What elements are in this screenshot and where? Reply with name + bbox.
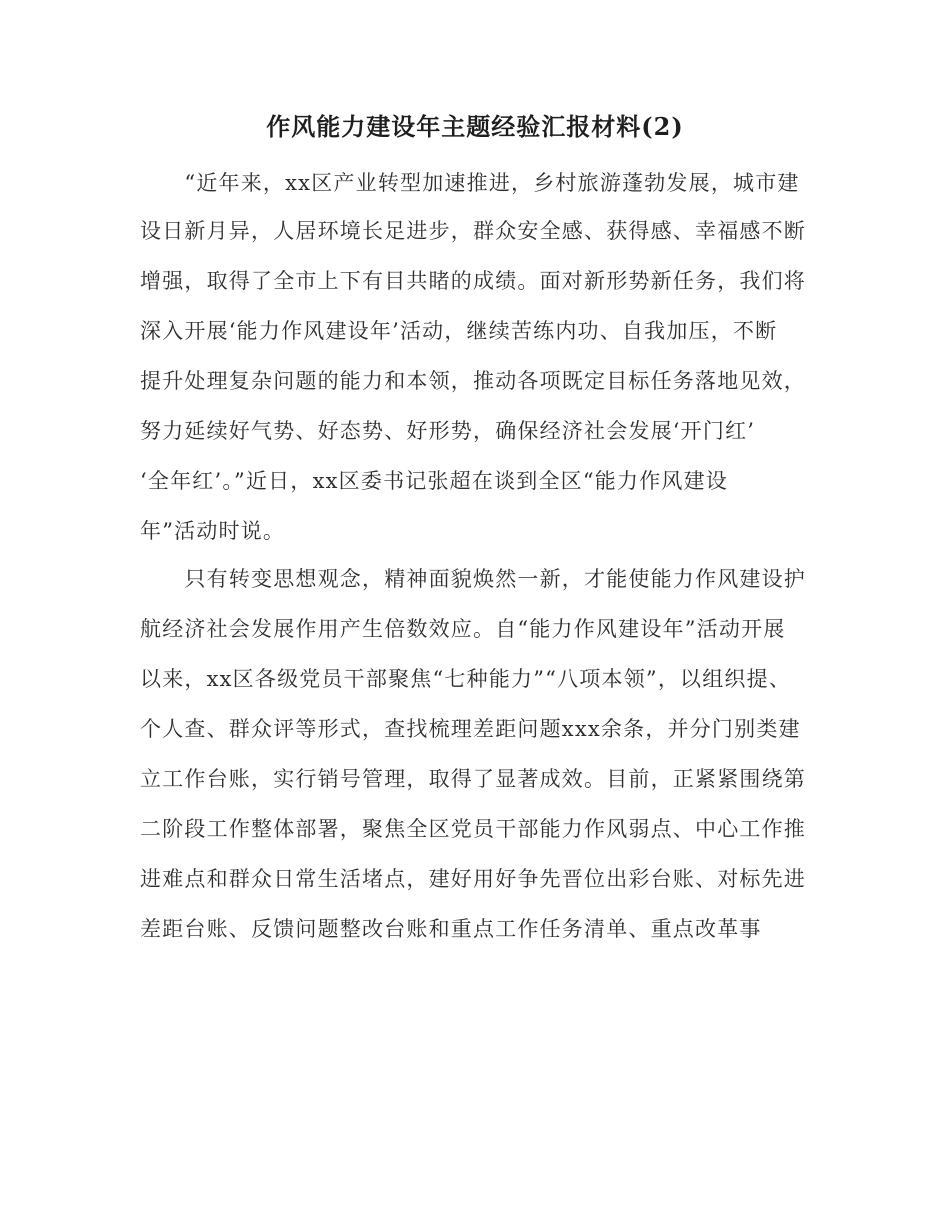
text-line-11: 以来，xx区各级党员干部聚焦“七种能力”“八项本领”，以组织提、 <box>140 667 792 691</box>
text-line-13: 立工作台账，实行销号管理，取得了显著成效。目前，正紧紧围绕第 <box>140 767 806 791</box>
document-title: 作风能力建设年主题经验汇报材料(2) <box>266 112 684 141</box>
text-line-14: 二阶段工作整体部署，聚焦全区党员干部能力作风弱点、中心工作推 <box>140 817 806 841</box>
text-line-8: 年”活动时说。 <box>140 519 286 543</box>
text-line-12: 个人查、群众评等形式，查找梳理差距问题xxx余条，并分门别类建 <box>140 717 801 741</box>
text-line-3: 增强，取得了全市上下有目共睹的成绩。面对新形势新任务，我们将 <box>140 269 806 293</box>
text-line-4: 深入开展‘能力作风建设年’活动，继续苦练内功、自我加压，不断 <box>140 319 778 343</box>
text-line-5: 提升处理复杂问题的能力和本领，推动各项既定目标任务落地见效， <box>140 369 806 393</box>
text-line-7: ‘全年红’。”近日，xx区委书记张超在谈到全区“能力作风建设 <box>140 469 729 493</box>
text-line-10: 航经济社会发展作用产生倍数效应。自“能力作风建设年”活动开展 <box>140 617 786 641</box>
text-line-15: 进难点和群众日常生活堵点，建好用好争先晋位出彩台账、对标先进 <box>140 867 806 891</box>
text-line-6: 努力延续好气势、好态势、好形势，确保经济社会发展‘开门红’ <box>140 419 756 443</box>
text-line-2: 设日新月异，人居环境长足进步，群众安全感、获得感、幸福感不断 <box>140 219 806 243</box>
text-line-16: 差距台账、反馈问题整改台账和重点工作任务清单、重点改革事 <box>140 917 762 941</box>
text-line-9: 只有转变思想观念，精神面貌焕然一新，才能使能力作风建设护 <box>140 567 806 591</box>
text-line-1: “近年来，xx区产业转型加速推进，乡村旅游蓬勃发展，城市建 <box>140 171 800 195</box>
